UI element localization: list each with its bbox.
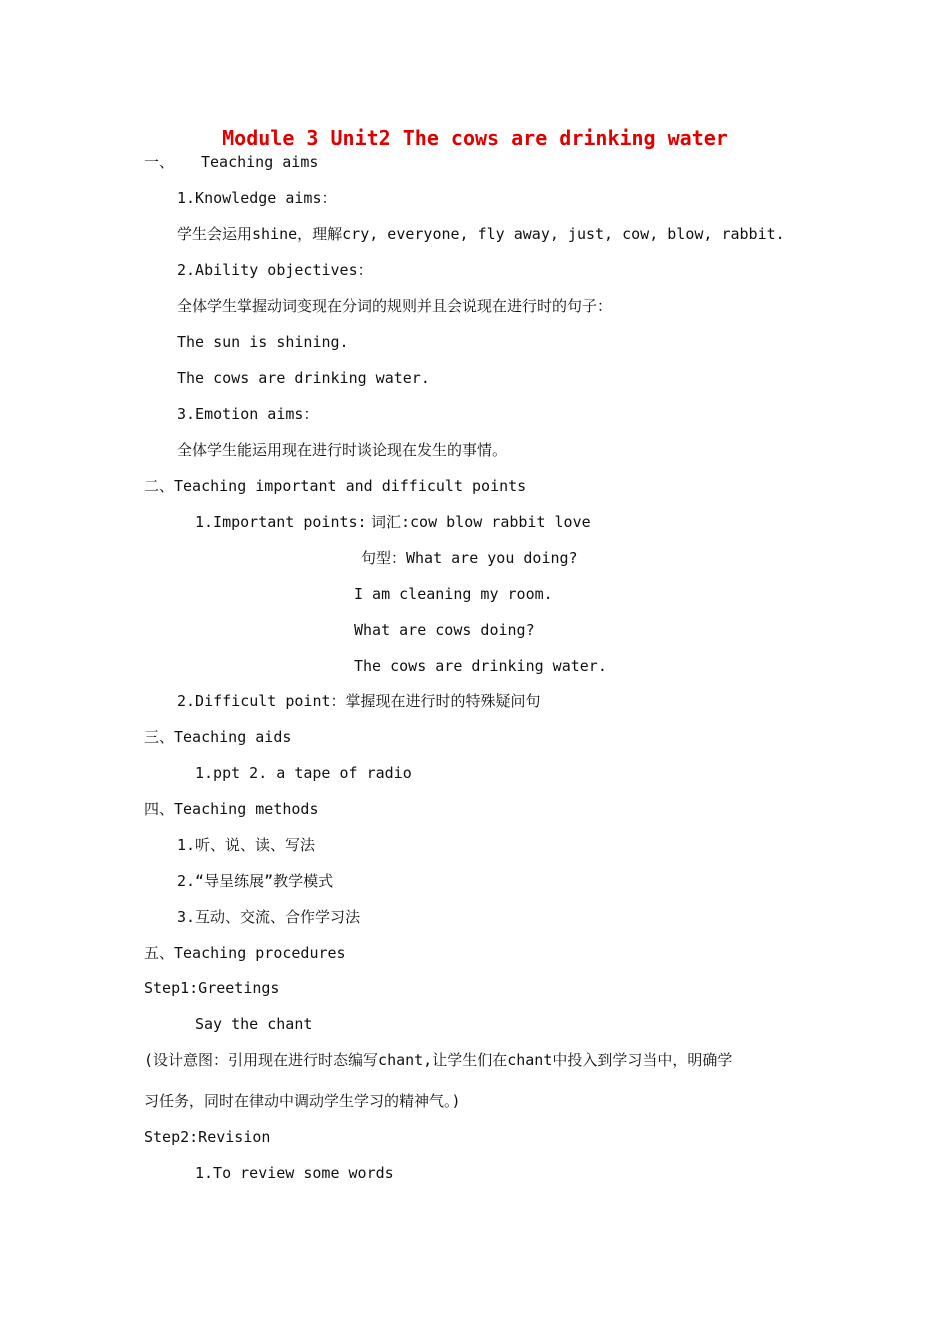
ability-objectives-text: 全体学生掌握动词变现在分词的规则并且会说现在进行时的句子： (177, 297, 613, 315)
method-3: 3.互动、交流、合作学习法 (177, 908, 361, 926)
difficult-point: 2.Difficult point：掌握现在进行时的特殊疑问句 (177, 692, 541, 710)
knowledge-aims-text: 学生会运用shine，理解cry, everyone, fly away, just, cow, blow, rabbit. (177, 225, 785, 243)
section-4-heading: 四、Teaching methods (144, 800, 319, 818)
method-1: 1.听、说、读、写法 (177, 836, 316, 854)
step-2-heading: Step2:Revision (144, 1128, 271, 1146)
method-2: 2.“导呈练展”教学模式 (177, 872, 334, 890)
important-points-label: 1.Important points: (195, 513, 367, 531)
sentence-pattern-line: 句型：What are you doing? (361, 549, 578, 567)
emotion-aims-text: 全体学生能运用现在进行时谈论现在发生的事情。 (177, 441, 508, 459)
step-2-item: 1.To review some words (195, 1164, 394, 1182)
example-sentence-2: The cows are drinking water. (177, 369, 430, 387)
ability-objectives-label: 2.Ability objectives： (177, 261, 373, 279)
pattern-example-1: I am cleaning my room. (354, 585, 553, 603)
document-title: Module 3 Unit2 The cows are drinking water (222, 126, 728, 150)
pattern-example-3: The cows are drinking water. (354, 657, 607, 675)
teaching-aids-items: 1.ppt 2. a tape of radio (195, 764, 412, 782)
step-1-heading: Step1:Greetings (144, 979, 280, 997)
knowledge-aims-label: 1.Knowledge aims： (177, 189, 337, 207)
vocabulary-line: 词汇:cow blow rabbit love (371, 513, 591, 531)
section-2-heading: 二、Teaching important and difficult points (144, 477, 527, 495)
pattern-example-2: What are cows doing? (354, 621, 535, 639)
section-1-number: 一、 (144, 153, 175, 171)
section-5-heading: 五、Teaching procedures (144, 944, 346, 962)
section-3-heading: 三、Teaching aids (144, 728, 292, 746)
section-1-heading: Teaching aims (201, 153, 319, 171)
design-intent-line-2: 习任务，同时在律动中调动学生学习的精神气。) (144, 1092, 461, 1110)
step-1-item: Say the chant (195, 1015, 313, 1033)
example-sentence-1: The sun is shining. (177, 333, 349, 351)
design-intent-line-1: (设计意图：引用现在进行时态编写chant,让学生们在chant中投入到学习当中，明确学 (144, 1051, 733, 1069)
emotion-aims-label: 3.Emotion aims： (177, 405, 319, 423)
